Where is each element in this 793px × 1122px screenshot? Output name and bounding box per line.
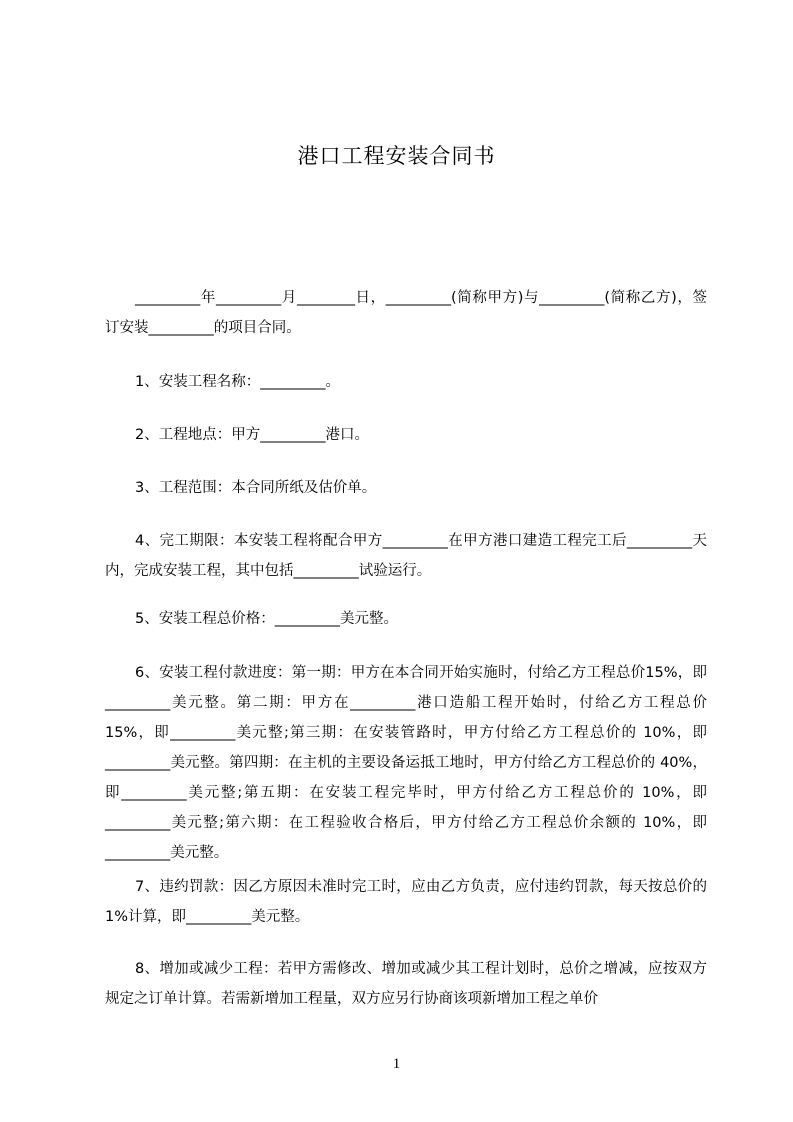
- paragraph-clause-5: 5、安装工程总价格：_________美元整。: [135, 611, 398, 627]
- document-title: 港口工程安装合同书: [297, 144, 496, 168]
- paragraph-clause-2: 2、工程地点：甲方_________港口。: [135, 427, 369, 443]
- paragraph-clause-3: 3、工程范围：本合同所纸及估价单。: [135, 480, 377, 496]
- paragraph-clause-4: 4、完工期限：本安装工程将配合甲方_________在甲方港口建造工程完工后_________天内，完成安装工程，其中包括_________试验运行。: [105, 533, 707, 579]
- paragraph-clause-6: 6、安装工程付款进度：第一期：甲方在本合同开始实施时，付给乙方工程总价15%，即_________美元整。第二期：甲方在_________港口造船工程开始时，付给乙方工程总价 15%，即_________美元整;第三期：在安装管路时，甲方付给乙方工程总价的 10%，即_________美元整。第四期：在主机的主要设备运抵工地时，甲方付给乙方工程总价的 40%，即_________美元整;第五期：在安装工程完毕时，甲方付给乙方工程总价的 10%，即_________美元整;第六期：在工程验收合格后，甲方付给乙方工程总价余额的 10%，即_________美元整。: [105, 665, 707, 861]
- paragraph-clause-1: 1、安装工程名称：_________。: [135, 374, 340, 390]
- page-number: 1: [392, 1056, 401, 1072]
- paragraph-clause-7: 7、违约罚款：因乙方原因未准时完工时，应由乙方负责，应付违约罚款，每天按总价的 1%计算，即_________美元整。: [105, 879, 707, 925]
- paragraph-clause-8: 8、增加或减少工程：若甲方需修改、增加或减少其工程计划时，总价之增减，应按双方规定之订单计算。若需新增加工程量，双方应另行协商该项新增加工程之单价: [105, 961, 707, 1007]
- paragraph-intro: _________年_________月________日，_________(简称甲方)与_________(简称乙方)，签订安装_________的项目合同。: [105, 290, 707, 336]
